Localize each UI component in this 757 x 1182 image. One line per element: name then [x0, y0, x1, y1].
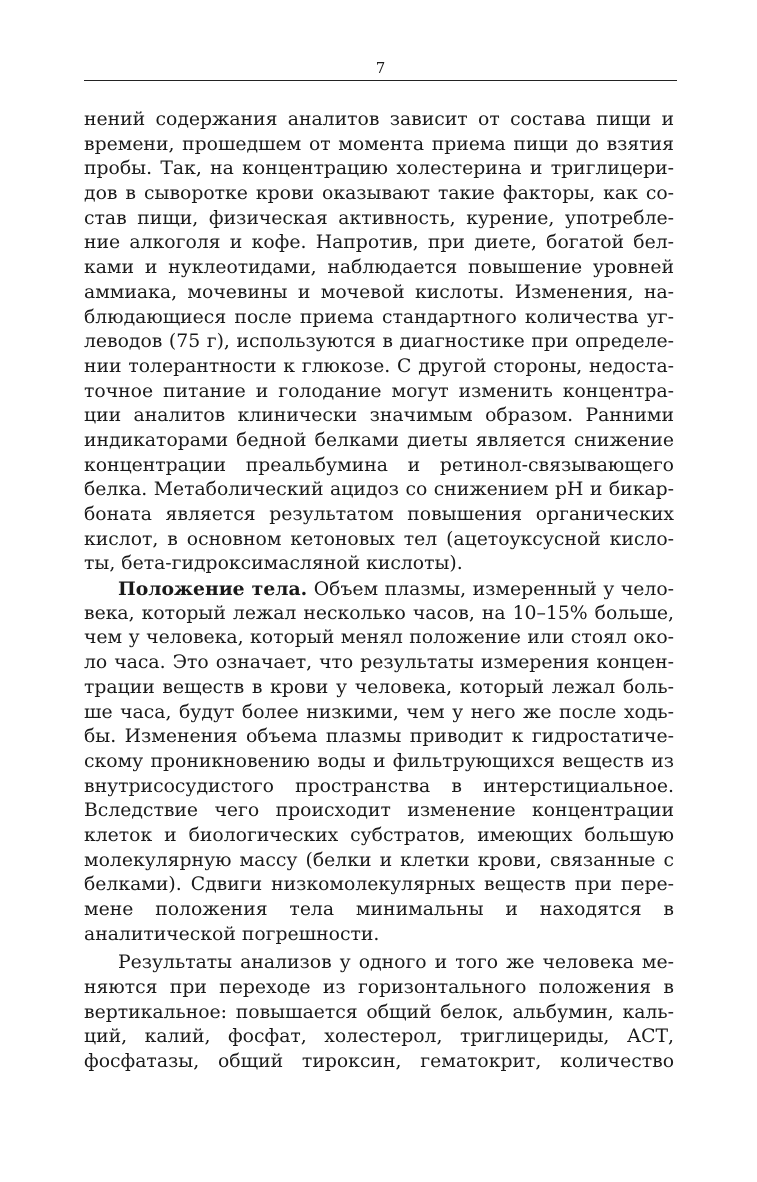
text-line: трации веществ в крови у человека, который лежал боль-: [84, 676, 674, 698]
text-line: ние алкоголя и кофе. Напротив, при диете, богатой бел-: [84, 232, 674, 254]
text-line: пробы. Так, на концентрацию холестерина и триглицери-: [84, 158, 674, 180]
text-line: кислот, в основном кетоновых тел (ацетоуксусной кисло-: [84, 528, 674, 550]
text-line: леводов (75 г), используются в диагностике при определе-: [84, 331, 674, 353]
text-line: став пищи, физическая активность, курение, употребле-: [84, 207, 674, 229]
text-line: фосфатазы, общий тироксин, гематокрит, количество: [84, 1051, 674, 1073]
text-line: точное питание и голодание могут изменить концентра-: [84, 380, 674, 402]
text-line: вертикальное: повышается общий белок, альбумин, каль-: [84, 1001, 674, 1023]
text-line: ше часа, будут более низкими, чем у него же после ходь-: [84, 701, 674, 723]
text-line: белка. Метаболический ацидоз со снижением pH и бикар-: [84, 479, 674, 501]
page-header: [84, 58, 677, 81]
text-line: дов в сыворотке крови оказывают такие факторы, как со-: [84, 183, 674, 205]
text-line: века, который лежал несколько часов, на 10–15% больше,: [84, 602, 674, 624]
text-line: Вследствие чего происходит изменение концентрации: [84, 800, 674, 822]
text-line: ций, калий, фосфат, холестерол, триглицериды, АСТ,: [84, 1026, 674, 1048]
text-line: концентрации преальбумина и ретинол-связывающего: [84, 454, 674, 476]
text-line: нений содержания аналитов зависит от состава пищи и: [84, 109, 674, 130]
text-line: времени, прошедшем от момента приема пищи до взятия: [84, 133, 674, 155]
text-line: белками). Сдвиги низкомолекулярных веществ при пере-: [84, 874, 674, 896]
section-heading: Положение тела.: [118, 578, 308, 601]
text-line: нии толерантности к глюкозе. С другой стороны, недоста-: [84, 355, 674, 377]
text-line: няются при переходе из горизонтального положения в: [84, 977, 674, 999]
text-line: ло часа. Это означает, что результаты измерения концен-: [84, 652, 674, 674]
text-fragment: Объем плазмы, измеренный у чело-: [307, 579, 674, 601]
text-line: чем у человека, который менял положение или стоял око-: [84, 627, 674, 649]
paragraph-body-position: [84, 577, 674, 947]
body-text: [84, 108, 674, 1075]
text-line: скому проникновению воды и фильтрующихся веществ из: [84, 750, 674, 772]
text-line: аналитической погрешности.: [84, 923, 380, 945]
text-line: внутрисосудистого пространства в интерстициальное.: [84, 775, 674, 797]
text-line: блюдающиеся после приема стандартного количества уг-: [84, 306, 674, 328]
text-line: Результаты анализов у одного и того же человека ме-: [118, 952, 674, 974]
text-line: клеток и биологических субстратов, имеющих большую: [84, 824, 674, 846]
page-number: 7: [375, 59, 386, 77]
text-line: [84, 577, 674, 602]
paragraph-analysis-results: [84, 951, 674, 1074]
text-line: молекулярную массу (белки и клетки крови, связанные с: [84, 849, 674, 871]
text-line: аммиака, мочевины и мочевой кислоты. Изменения, на-: [84, 281, 674, 303]
text-line: боната является результатом повышения органических: [84, 504, 674, 525]
paragraph-diet: [84, 108, 674, 577]
text-line: мене положения тела минимальны и находятся в: [84, 899, 674, 920]
text-line: ты, бета-гидроксимасляной кислоты).: [84, 553, 463, 575]
text-line: бы. Изменения объема плазмы приводит к гидростатиче-: [84, 726, 674, 748]
text-line: ции аналитов клинически значимым образом. Ранними: [84, 405, 674, 427]
text-line: ками и нуклеотидами, наблюдается повышение уровней: [84, 257, 674, 279]
text-line: индикаторами бедной белками диеты является снижение: [84, 429, 674, 451]
